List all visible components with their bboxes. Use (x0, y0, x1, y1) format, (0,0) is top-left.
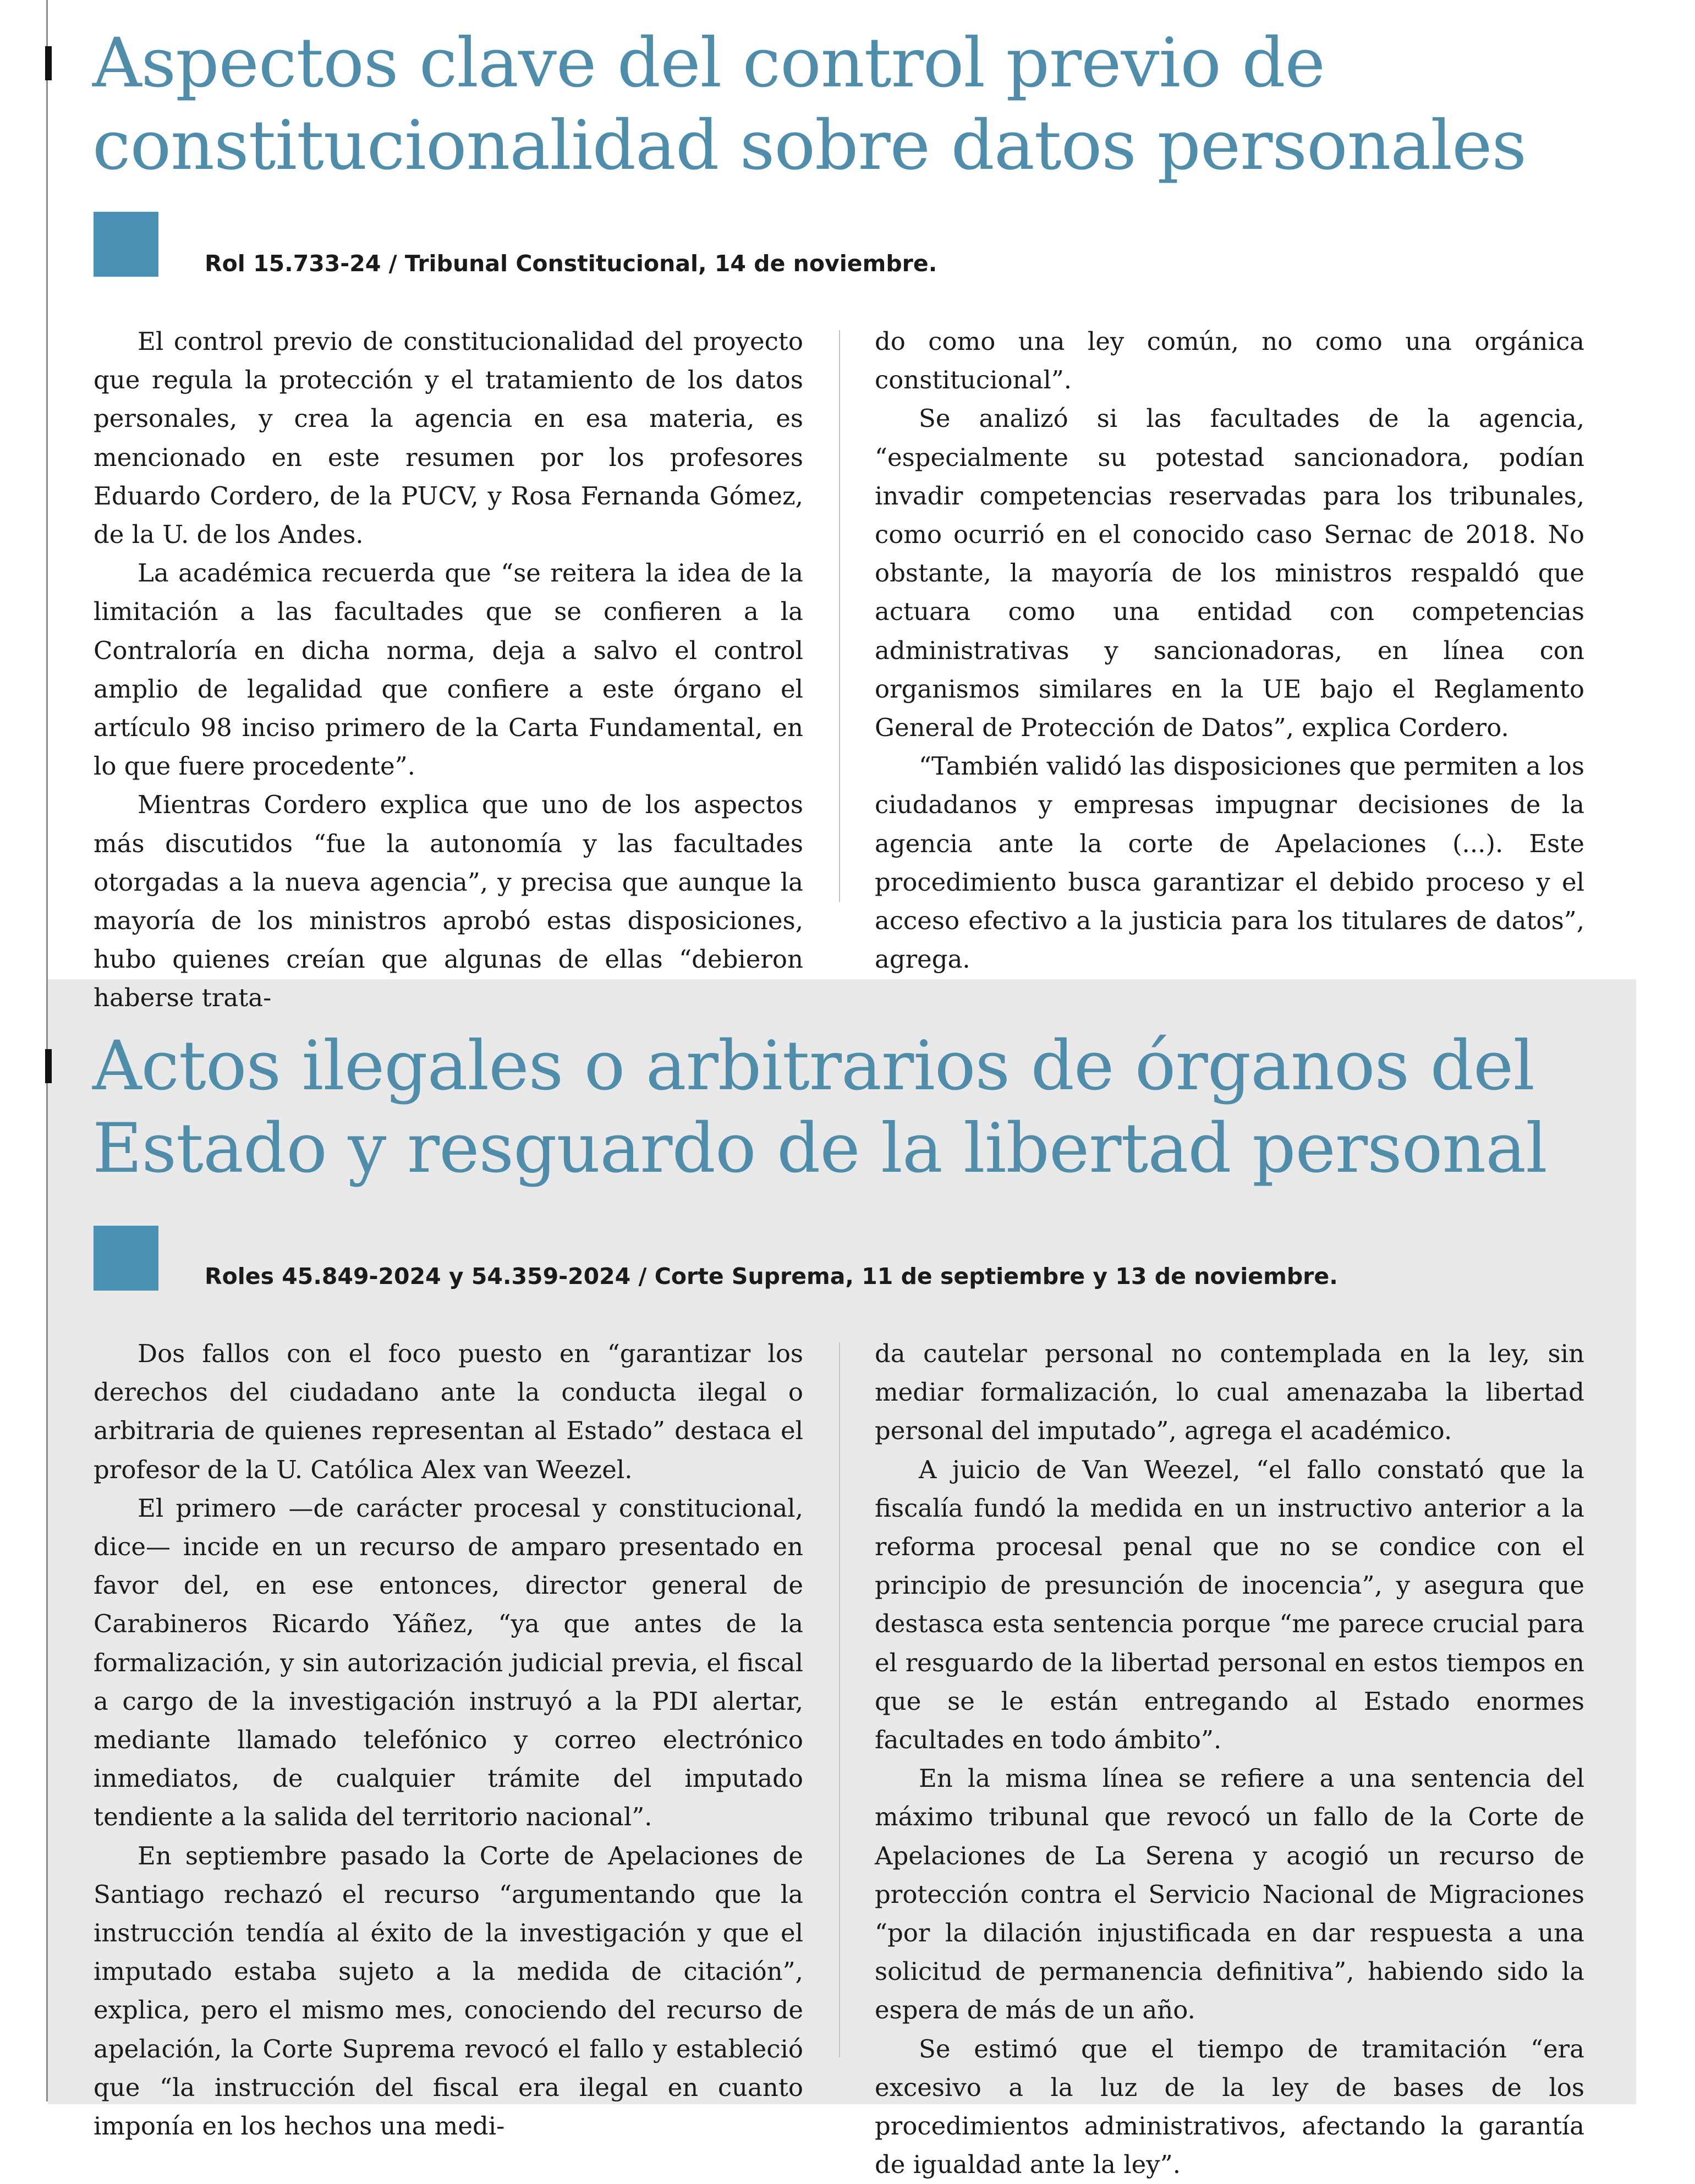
article-datos-personales (0, 0, 1695, 1013)
paragraph: Se analizó si las facultades de la agencia, “especialmente su potestad sancionadora, podían invadir competencias reservadas para los tribunales, como ocurrió en el conocido caso Sernac de 2018. No obstante, la mayoría de los ministros respaldó que actuara como una entidad con competencias administrativas y sancionadoras, en línea con organismos similares en la UE bajo el Reglamento General de Protección de Datos”, explica Cordero. (875, 404, 1584, 743)
title-marker (45, 1049, 52, 1083)
paragraph: Se estimó que el tiempo de tramitación “era excesivo a la luz de la ley de bases de los procedimientos administrativos, afectando la garantía de igualdad ante la ley”. (875, 2034, 1584, 2180)
column-divider (839, 330, 840, 902)
paragraph: El control previo de constitucionalidad del proyecto que regula la protección y el tratamiento de los datos personales, y crea la agencia en esa materia, es mencionado en este resumen por los profesores Eduardo Cordero, de la PUCV, y Rosa Fernanda Gómez, de la U. de los Andes. (94, 327, 803, 550)
paragraph: Dos fallos con el foco puesto en “garantizar los derechos del ciudadano ante la conducta ilegal o arbitraria de quienes representan al Estado” destaca el profesor de la U. Católica Alex van Weezel. (94, 1339, 803, 1484)
article-libertad-personal (0, 979, 1695, 2180)
paragraph: En septiembre pasado la Corte de Apelaciones de Santiago rechazó el recurso “argumentando que la instrucción tendía al éxito de la investigación y que el imputado estaba sujeto a la medida de citación”, explica, pero el mismo mes, conociendo del recurso de apelación, la Corte Suprema revocó el fallo y estableció que “la instrucción del fiscal era ilegal en cuanto imponía en los hechos una medi- (94, 1841, 803, 2141)
title-marker (45, 46, 52, 80)
case-reference: Roles 45.849-2024 y 54.359-2024 / Corte Suprema, 11 de septiembre y 13 de noviembre. (205, 1263, 1338, 1289)
case-reference: Rol 15.733-24 / Tribunal Constitucional, 14 de noviembre. (205, 250, 937, 277)
section-square-marker (94, 212, 158, 277)
paragraph: El primero —de carácter procesal y constitucional, dice— incide en un recurso de amparo presentado en favor del, en ese entonces, director general de Carabineros Ricardo Yáñez, “ya que antes de la formalización, y sin autorización judicial previa, el fiscal a cargo de la investigación instruyó a la PDI alertar, mediante llamado telefónico y correo electrónico inmediatos, de cualquier trámite del imputado tendiente a la salida del territorio nacional”. (94, 1493, 803, 1832)
section-square-marker (94, 1226, 158, 1291)
article-title-line-2: constitucionalidad sobre datos personales (92, 106, 1527, 185)
article-title-line-2: Estado y resguardo de la libertad personal (92, 1109, 1547, 1188)
article-title-line-1: Actos ilegales o arbitrarios de órganos del (92, 1027, 1535, 1106)
paragraph: En la misma línea se refiere a una sentencia del máximo tribunal que revocó un fallo de la Corte de Apelaciones de La Serena y acogió un recurso de protección contra el Servicio Nacional de Migraciones “por la dilación injustificada en dar respuesta a una solicitud de permanencia definitiva”, habiendo sido la espera de más de un año. (875, 1764, 1584, 2025)
paragraph: “También validó las disposiciones que permiten a los ciudadanos y empresas impugnar decisiones de la agencia ante la corte de Apelaciones (...). Este procedimiento busca garantizar el debido proceso y el acceso efectivo a la justicia para los titulares de datos”, agrega. (875, 751, 1584, 974)
article-title-line-1: Aspectos clave del control previo de (92, 24, 1325, 103)
article-title (92, 22, 1666, 187)
article-title (92, 1025, 1666, 1190)
paragraph-continuation: do como una ley común, no como una orgánica constitucional”. (875, 327, 1584, 395)
right-column (875, 1335, 1584, 2184)
right-column (875, 322, 1584, 979)
paragraph: La académica recuerda que “se reitera la idea de la limitación a las facultades que se confieren a la Contraloría en dicha norma, deja a salvo el control amplio de legalidad que confiere a este órgano el artículo 98 inciso primero de la Carta Fundamental, en lo que fuere procedente”. (94, 558, 803, 781)
paragraph: Mientras Cordero explica que uno de los aspectos más discutidos “fue la autonomía y las facultades otorgadas a la nueva agencia”, y precisa que aunque la mayoría de los ministros aprobó estas disposiciones, hubo quienes creían que algunas de ellas “debieron haberse trata- (94, 790, 803, 1013)
left-column (94, 322, 803, 1018)
left-column (94, 1335, 803, 2145)
paragraph-continuation: da cautelar personal no contemplada en la ley, sin mediar formalización, lo cual amenazaba la libertad personal del imputado”, agrega el académico. (875, 1339, 1584, 1446)
paragraph: A juicio de Van Weezel, “el fallo constató que la fiscalía fundó la medida en un instructivo anterior a la reforma procesal penal que no se condice con el principio de presunción de inocencia”, y asegura que destasca esta sentencia porque “me parece crucial para el resguardo de la libertad personal en estos tiempos en que se le están entregando al Estado enormes facultades en todo ámbito”. (875, 1455, 1584, 1755)
column-divider (839, 1342, 840, 2057)
